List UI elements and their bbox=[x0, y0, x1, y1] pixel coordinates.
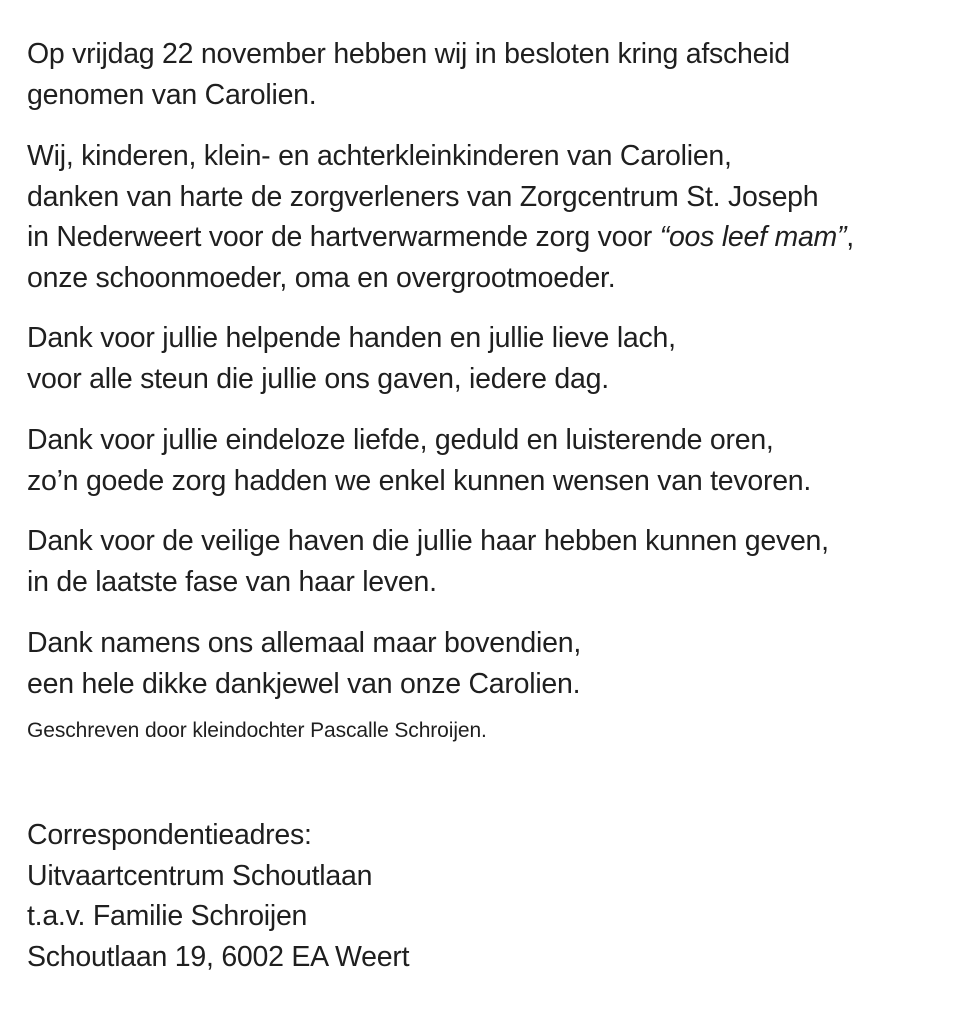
text-line: onze schoonmoeder, oma en overgrootmoeder. bbox=[27, 261, 616, 294]
paragraph-verse-3 bbox=[27, 521, 967, 602]
dialect-quote: “oos leef mam” bbox=[659, 221, 847, 253]
text-line: Dank voor jullie eindeloze liefde, geduld en luisterende oren, bbox=[27, 424, 774, 456]
text-line: Dank voor de veilige haven die jullie haar hebben kunnen geven, bbox=[27, 525, 829, 557]
paragraph-announcement bbox=[27, 34, 967, 115]
text-line: voor alle steun die jullie ons gaven, iedere dag. bbox=[27, 362, 609, 395]
text-line: Dank voor jullie helpende handen en jullie lieve lach, bbox=[27, 322, 676, 354]
text-line: Op vrijdag 22 november hebben wij in besloten kring afscheid bbox=[27, 38, 790, 70]
text-line: Wij, kinderen, klein- en achterkleinkinderen van Carolien, bbox=[27, 140, 732, 172]
address-name: Uitvaartcentrum Schoutlaan bbox=[27, 859, 373, 892]
paragraph-verse-2 bbox=[27, 420, 967, 501]
address-attention: t.a.v. Familie Schroijen bbox=[27, 900, 308, 932]
text-line: zo’n goede zorg hadden we enkel kunnen wensen van tevoren. bbox=[27, 464, 812, 497]
text-line: genomen van Carolien. bbox=[27, 78, 317, 111]
text-line: in de laatste fase van haar leven. bbox=[27, 565, 437, 598]
paragraph-verse-1 bbox=[27, 318, 967, 399]
address-street: Schoutlaan 19, 6002 EA Weert bbox=[27, 940, 410, 973]
text-segment: , bbox=[846, 221, 854, 253]
text-line-with-quote bbox=[27, 217, 967, 258]
paragraph-verse-4 bbox=[27, 623, 967, 704]
notice-document bbox=[27, 34, 967, 977]
paragraph-thanks-caregivers bbox=[27, 136, 967, 298]
text-segment: in Nederweert voor de hartverwarmende zorg voor bbox=[27, 221, 660, 253]
correspondence-address bbox=[27, 815, 967, 977]
text-line: een hele dikke dankjewel van onze Carolien. bbox=[27, 667, 581, 700]
text-line: Dank namens ons allemaal maar bovendien, bbox=[27, 627, 581, 659]
text-line: danken van harte de zorgverleners van Zorgcentrum St. Joseph bbox=[27, 180, 819, 213]
author-credit: Geschreven door kleindochter Pascalle Schroijen. bbox=[27, 719, 487, 742]
address-label: Correspondentieadres: bbox=[27, 819, 312, 851]
